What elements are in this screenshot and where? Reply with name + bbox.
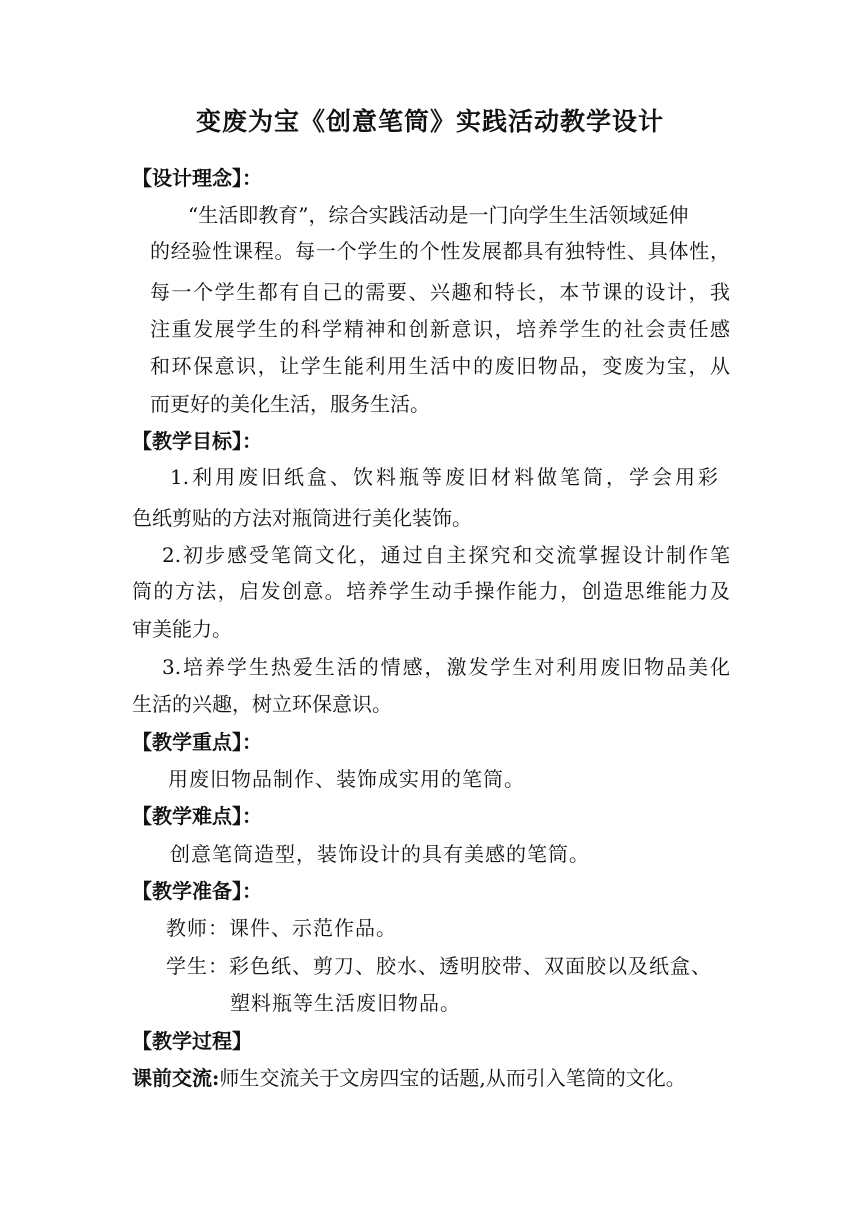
concept-line-2: 的经验性课程。每一个学生的个性发展都具有独特性、具体性， [150,239,730,263]
pre-class-text: 师生交流关于文房四宝的话题,从而引入笔筒的文化。 [219,1066,686,1090]
concept-line-1: “生活即教育”，综合实践活动是一门向学生生活领域延伸 [188,203,689,227]
goal-line-4: 筒的方法，启发创意。培养学生动手操作能力，创造思维能力及 [132,579,730,603]
goal-line-2: 色纸剪贴的方法对瓶筒进行美化装饰。 [132,506,472,530]
preparation-student-line-2: 塑料瓶等生活废旧物品。 [230,991,461,1015]
goal-line-5: 审美能力。 [132,617,232,641]
goal-line-1: 1.利用废旧纸盒、饮料瓶等废旧材料做笔筒，学会用彩 [170,465,718,489]
section-heading-process: 【教学过程】 [132,1029,252,1053]
concept-line-4: 注重发展学生的科学精神和创新意识，培养学生的社会责任感 [150,317,730,341]
concept-line-3: 每一个学生都有自己的需要、兴趣和特长，本节课的设计，我 [150,280,730,304]
section-heading-key-point: 【教学重点】： [132,730,262,754]
section-heading-teaching-goals: 【教学目标】： [132,429,262,453]
section-heading-difficulty: 【教学难点】： [132,804,262,828]
document-title: 变废为宝《创意笔筒》实践活动教学设计 [195,107,664,136]
section-heading-design-concept: 【设计理念】： [132,166,262,190]
pre-class-exchange [132,1063,686,1093]
pre-class-label: 课前交流: [132,1066,220,1090]
goal-line-6: 3.培养学生热爱生活的情感，激发学生对利用废旧物品美化 [162,655,730,679]
goal-line-7: 生活的兴趣，树立环保意识。 [132,692,392,716]
concept-line-6: 而更好的美化生活，服务生活。 [150,392,430,416]
key-point-text: 用废旧物品制作、装饰成实用的笔筒。 [168,767,525,791]
section-heading-preparation: 【教学准备】： [132,879,262,903]
concept-line-5: 和环保意识，让学生能利用生活中的废旧物品，变废为宝，从 [150,354,730,378]
goal-line-3: 2.初步感受笔筒文化，通过自主探究和交流掌握设计制作笔 [162,543,730,567]
preparation-student-line-1: 学生：彩色纸、剪刀、胶水、透明胶带、双面胶以及纸盒、 [166,954,712,978]
difficulty-text: 创意笔筒造型，装饰设计的具有美感的笔筒。 [170,842,590,866]
preparation-teacher: 教师：课件、示范作品。 [166,916,397,940]
